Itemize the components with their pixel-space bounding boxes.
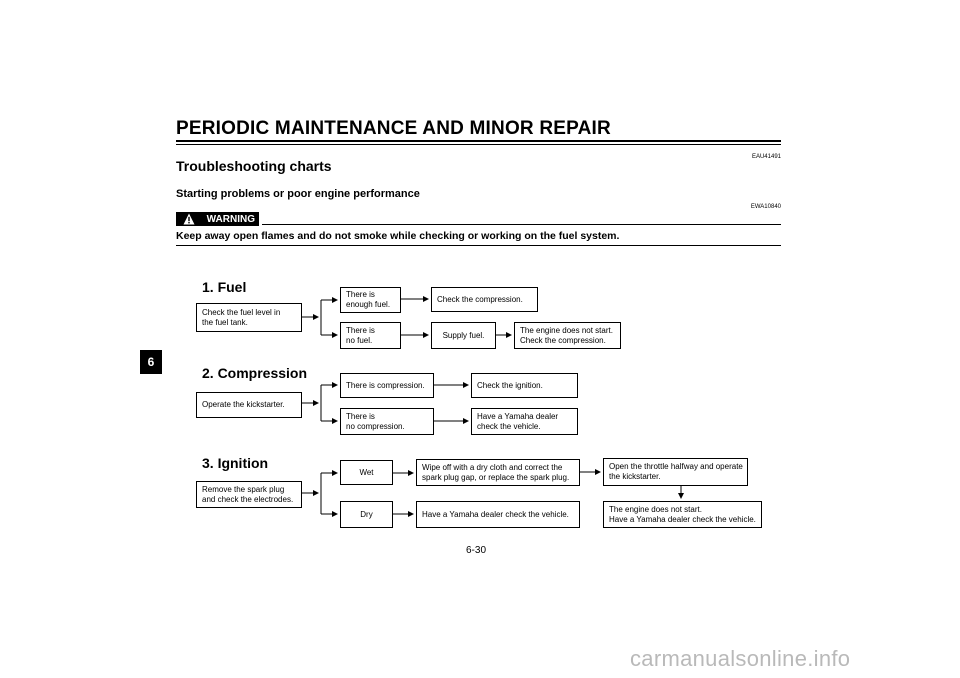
watermark: carmanualsonline.info bbox=[630, 646, 851, 671]
ignition-wet-result-box: Open the throttle halfway and operate the kickstarter. bbox=[603, 458, 748, 486]
fuel-yes-box: There is enough fuel. bbox=[340, 287, 401, 313]
chart-heading-compression: 2. Compression bbox=[202, 365, 308, 381]
fuel-no-action-box: Supply fuel. bbox=[431, 322, 496, 349]
warning-code: EWA10840 bbox=[750, 204, 781, 210]
ignition-dry-box: Dry bbox=[340, 501, 393, 528]
section-subtitle: Starting problems or poor engine performance bbox=[176, 188, 420, 200]
section-title: Troubleshooting charts bbox=[176, 158, 332, 174]
fuel-no-result-box: The engine does not start. Check the compression. bbox=[514, 322, 621, 349]
chapter-tab: 6 bbox=[140, 350, 162, 374]
page-header-title: PERIODIC MAINTENANCE AND MINOR REPAIR bbox=[176, 118, 611, 139]
chart-heading-ignition: 3. Ignition bbox=[202, 455, 269, 471]
ignition-wet-final-box: The engine does not start. Have a Yamaha dealer check the vehicle. bbox=[603, 501, 762, 528]
ignition-start-box: Remove the spark plug and check the electrodes. bbox=[196, 481, 302, 508]
warning-text: Keep away open flames and do not smoke while checking or working on the fuel system. bbox=[176, 230, 620, 242]
warning-label: WARNING bbox=[206, 213, 255, 225]
fuel-no-box: There is no fuel. bbox=[340, 322, 401, 349]
compression-start-box: Operate the kickstarter. bbox=[196, 392, 302, 418]
compression-no-box: There is no compression. bbox=[340, 408, 434, 435]
ignition-wet-action-box: Wipe off with a dry cloth and correct the spark plug gap, or replace the spark plug. bbox=[416, 459, 580, 486]
ignition-wet-box: Wet bbox=[340, 460, 393, 485]
compression-no-result-box: Have a Yamaha dealer check the vehicle. bbox=[471, 408, 578, 435]
compression-yes-box: There is compression. bbox=[340, 373, 434, 398]
fuel-start-box: Check the fuel level in the fuel tank. bbox=[196, 303, 302, 332]
section-code: EAU41491 bbox=[751, 154, 781, 160]
ignition-dry-result-box: Have a Yamaha dealer check the vehicle. bbox=[416, 501, 580, 528]
fuel-yes-result-box: Check the compression. bbox=[431, 287, 538, 312]
chart-heading-fuel: 1. Fuel bbox=[202, 279, 247, 295]
compression-yes-result-box: Check the ignition. bbox=[471, 373, 578, 398]
page-number: 6-30 bbox=[466, 545, 487, 556]
